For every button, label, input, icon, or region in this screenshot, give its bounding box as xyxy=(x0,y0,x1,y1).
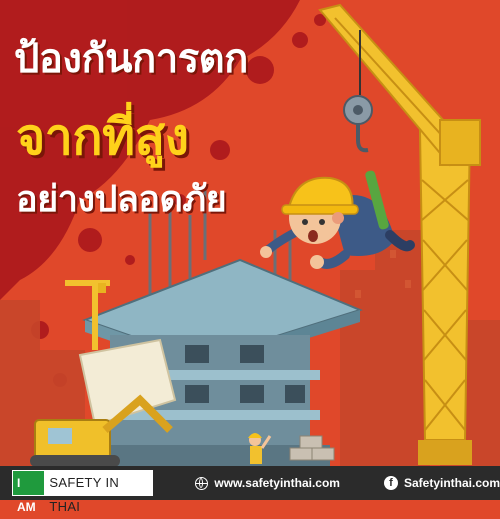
facebook-link[interactable] xyxy=(384,476,500,490)
globe-icon xyxy=(195,477,208,490)
website-text: www.safetyinthai.com xyxy=(214,476,340,490)
brand-name: SAFETY IN THAI xyxy=(44,471,152,495)
website-link[interactable] xyxy=(195,476,340,490)
headline-line-1: ป้องกันการตก xyxy=(14,36,248,82)
brand-prefix: I AM xyxy=(13,471,44,495)
brand-logo[interactable] xyxy=(12,470,153,514)
facebook-icon: f xyxy=(384,476,398,490)
footer-bar xyxy=(0,466,500,514)
headline-line-2: จากที่สูง xyxy=(16,108,189,166)
facebook-text: Safetyinthai.com xyxy=(403,476,500,490)
headline-line-3: อย่างปลอดภัย xyxy=(16,179,227,220)
